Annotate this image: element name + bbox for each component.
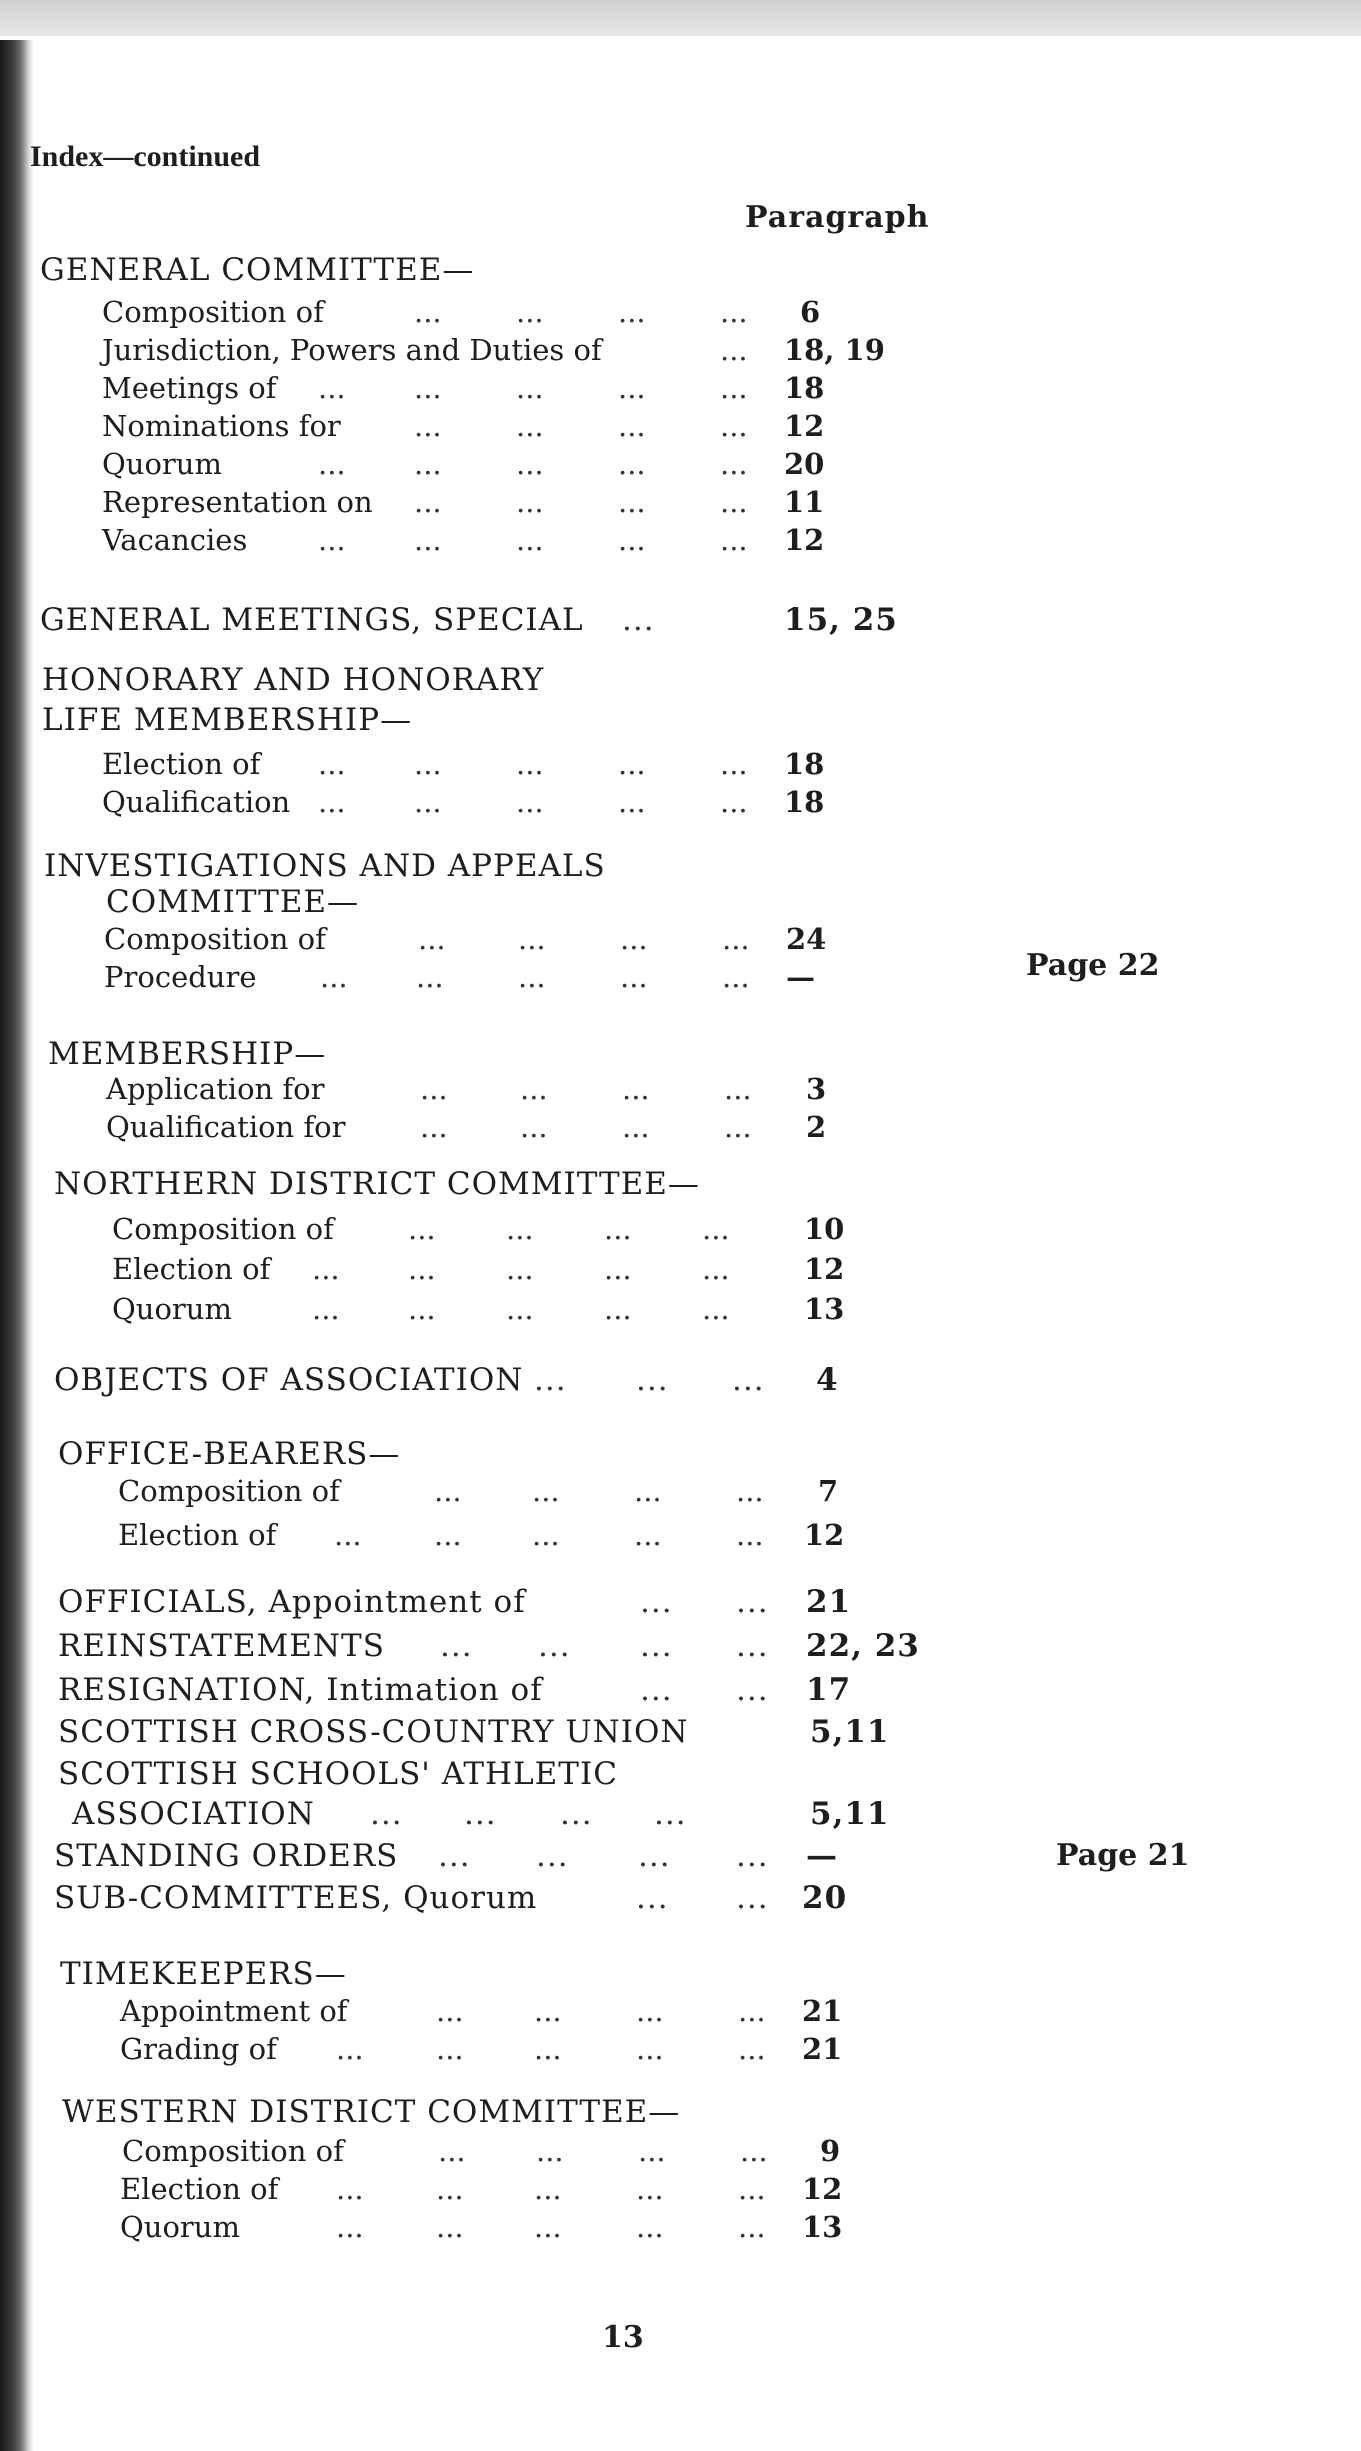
entry-label: Appointment of: [120, 1994, 348, 2028]
index-entry: [112, 1292, 872, 1330]
leader-dots: ...: [414, 485, 442, 519]
leader-dots: ...: [622, 1072, 650, 1106]
leader-dots: ...: [318, 523, 346, 557]
entry-label: Election of: [118, 1518, 277, 1552]
entry-label: Qualification for: [106, 1110, 346, 1144]
leader-dots: ...: [414, 523, 442, 557]
entry-label: SCOTTISH CROSS-COUNTRY UNION: [58, 1714, 689, 1750]
index-entry: [122, 2134, 882, 2172]
entry-label: Grading of: [120, 2032, 277, 2066]
leader-dots: ...: [434, 1518, 462, 1552]
paragraph-number: —: [806, 1838, 838, 1874]
leader-dots: ...: [336, 2210, 364, 2244]
entry-label: Election of: [112, 1252, 271, 1286]
paragraph-number: 20: [784, 447, 825, 481]
page-reference-note: Page 21: [1056, 1838, 1190, 1873]
paragraph-number: 11: [784, 485, 825, 519]
paragraph-number: 24: [786, 922, 827, 956]
index-entry: [112, 1212, 872, 1250]
leader-dots: ...: [520, 1110, 548, 1144]
leader-dots: ...: [720, 747, 748, 781]
entry-label: Qualification: [102, 785, 291, 819]
leader-dots: ...: [640, 1584, 673, 1620]
leader-dots: ...: [516, 747, 544, 781]
index-entry-heading: [54, 1362, 894, 1402]
leader-dots: ...: [516, 785, 544, 819]
leader-dots: ...: [620, 922, 648, 956]
leader-dots: ...: [318, 785, 346, 819]
index-entry-heading: [54, 1880, 894, 1920]
leader-dots: ...: [536, 1838, 569, 1874]
paragraph-number: 12: [804, 1518, 845, 1552]
leader-dots: ...: [516, 295, 544, 329]
leader-dots: ...: [534, 2172, 562, 2206]
leader-dots: ...: [464, 1796, 497, 1832]
leader-dots: ...: [724, 1072, 752, 1106]
leader-dots: ...: [618, 409, 646, 443]
leader-dots: ...: [736, 1474, 764, 1508]
entry-label: Composition of: [112, 1212, 334, 1246]
paragraph-number: 18: [784, 785, 825, 819]
paragraph-number: 18: [784, 747, 825, 781]
paragraph-number: 6: [800, 295, 821, 329]
entry-label: Election of: [102, 747, 261, 781]
index-entry: [102, 785, 862, 823]
entry-label: Composition of: [118, 1474, 340, 1508]
paragraph-number: 21: [806, 1584, 852, 1620]
index-entry-heading: [72, 1796, 912, 1836]
index-entry: [106, 1110, 866, 1148]
paragraph-number: 12: [804, 1252, 845, 1286]
leader-dots: ...: [534, 1994, 562, 2028]
index-entry-heading: [58, 1672, 898, 1712]
leader-dots: ...: [722, 960, 750, 994]
page-reference-note: Page 22: [1026, 948, 1160, 983]
paragraph-number: 3: [806, 1072, 827, 1106]
entry-label: GENERAL MEETINGS, SPECIAL: [40, 602, 584, 638]
leader-dots: ...: [414, 409, 442, 443]
leader-dots: ...: [518, 960, 546, 994]
leader-dots: ...: [436, 2172, 464, 2206]
section-heading: TIMEKEEPERS—: [60, 1956, 347, 1992]
leader-dots: ...: [720, 333, 748, 367]
leader-dots: ...: [636, 1362, 669, 1398]
leader-dots: ...: [618, 447, 646, 481]
index-entry: [102, 447, 862, 485]
entry-label: Meetings of: [102, 371, 277, 405]
leader-dots: ...: [532, 1518, 560, 1552]
entry-label: Quorum: [112, 1292, 232, 1326]
entry-label: Composition of: [104, 922, 326, 956]
paragraph-number: 9: [820, 2134, 841, 2168]
index-entry: [102, 747, 862, 785]
entry-label: Election of: [120, 2172, 279, 2206]
leader-dots: ...: [654, 1796, 687, 1832]
leader-dots: ...: [732, 1362, 765, 1398]
leader-dots: ...: [414, 785, 442, 819]
leader-dots: ...: [720, 409, 748, 443]
leader-dots: ...: [516, 523, 544, 557]
index-entry: [118, 1474, 878, 1512]
leader-dots: ...: [408, 1252, 436, 1286]
leader-dots: ...: [516, 485, 544, 519]
leader-dots: ...: [370, 1796, 403, 1832]
paragraph-number: 5,11: [810, 1796, 890, 1832]
paragraph-number: 2: [806, 1110, 827, 1144]
section-heading: INVESTIGATIONS AND APPEALS: [44, 848, 606, 884]
paragraph-number: 17: [806, 1672, 852, 1708]
leader-dots: ...: [636, 1994, 664, 2028]
section-heading: OFFICE-BEARERS—: [58, 1436, 401, 1472]
index-entry: [120, 2032, 880, 2070]
entry-label: SUB-COMMITTEES, Quorum: [54, 1880, 538, 1916]
leader-dots: ...: [318, 447, 346, 481]
leader-dots: ...: [702, 1292, 730, 1326]
index-entry-heading: [58, 1714, 898, 1754]
leader-dots: ...: [736, 1584, 769, 1620]
leader-dots: ...: [336, 2032, 364, 2066]
index-entry: [102, 333, 885, 371]
paragraph-number: 21: [802, 1994, 843, 2028]
leader-dots: ...: [720, 485, 748, 519]
index-entry: [102, 409, 862, 447]
leader-dots: ...: [604, 1212, 632, 1246]
leader-dots: ...: [440, 1628, 473, 1664]
index-entry: [102, 371, 862, 409]
entry-label: Composition of: [102, 295, 324, 329]
paragraph-column-heading: Paragraph: [745, 200, 930, 235]
leader-dots: ...: [438, 2134, 466, 2168]
entry-label: Quorum: [120, 2210, 240, 2244]
entry-label: Composition of: [122, 2134, 344, 2168]
leader-dots: ...: [738, 2172, 766, 2206]
entry-label: Quorum: [102, 447, 222, 481]
leader-dots: ...: [436, 2032, 464, 2066]
leader-dots: ...: [336, 2172, 364, 2206]
leader-dots: ...: [740, 2134, 768, 2168]
paragraph-number: 5,11: [810, 1714, 890, 1750]
leader-dots: ...: [534, 2032, 562, 2066]
leader-dots: ...: [414, 447, 442, 481]
index-entry: [104, 960, 864, 998]
entry-label: OFFICIALS, Appointment of: [58, 1584, 526, 1620]
leader-dots: ...: [636, 2172, 664, 2206]
leader-dots: ...: [736, 1628, 769, 1664]
index-entry: [118, 1518, 878, 1556]
leader-dots: ...: [702, 1252, 730, 1286]
paragraph-number: 7: [818, 1474, 839, 1508]
leader-dots: ...: [622, 602, 655, 638]
leader-dots: ...: [408, 1212, 436, 1246]
leader-dots: ...: [618, 295, 646, 329]
index-entry-heading: [40, 602, 898, 642]
index-entry-heading: [58, 1584, 898, 1624]
leader-dots: ...: [420, 1110, 448, 1144]
paragraph-number: 13: [804, 1292, 845, 1326]
paragraph-number: 4: [816, 1362, 839, 1398]
leader-dots: ...: [724, 1110, 752, 1144]
leader-dots: ...: [438, 1838, 471, 1874]
leader-dots: ...: [538, 1628, 571, 1664]
leader-dots: ...: [604, 1292, 632, 1326]
leader-dots: ...: [418, 922, 446, 956]
leader-dots: ...: [738, 2032, 766, 2066]
leader-dots: ...: [516, 447, 544, 481]
index-entry: [120, 2210, 880, 2248]
leader-dots: ...: [536, 2134, 564, 2168]
index-entry: [120, 1994, 880, 2032]
leader-dots: ...: [318, 371, 346, 405]
leader-dots: ...: [634, 1518, 662, 1552]
index-entry: [102, 485, 862, 523]
leader-dots: ...: [416, 960, 444, 994]
entry-label: Application for: [106, 1072, 325, 1106]
index-entry: [102, 295, 862, 333]
paragraph-number: 15, 25: [784, 602, 898, 638]
leader-dots: ...: [516, 371, 544, 405]
leader-dots: ...: [534, 1362, 567, 1398]
leader-dots: ...: [408, 1292, 436, 1326]
paragraph-number: 22, 23: [806, 1628, 920, 1664]
leader-dots: ...: [532, 1474, 560, 1508]
leader-dots: ...: [702, 1212, 730, 1246]
entry-label: ASSOCIATION: [72, 1796, 315, 1832]
leader-dots: ...: [738, 2210, 766, 2244]
index-entry-heading: [58, 1628, 920, 1668]
leader-dots: ...: [506, 1252, 534, 1286]
leader-dots: ...: [618, 371, 646, 405]
leader-dots: ...: [436, 1994, 464, 2028]
leader-dots: ...: [560, 1796, 593, 1832]
section-heading: MEMBERSHIP—: [48, 1036, 327, 1072]
leader-dots: ...: [722, 922, 750, 956]
leader-dots: ...: [434, 1474, 462, 1508]
paragraph-number: 10: [804, 1212, 845, 1246]
paragraph-number: 12: [784, 523, 825, 557]
leader-dots: ...: [720, 295, 748, 329]
leader-dots: ...: [636, 1880, 669, 1916]
leader-dots: ...: [518, 922, 546, 956]
entry-label: STANDING ORDERS: [54, 1838, 399, 1874]
section-heading: GENERAL COMMITTEE—: [40, 252, 475, 288]
leader-dots: ...: [640, 1672, 673, 1708]
entry-label: Procedure: [104, 960, 257, 994]
scan-top-edge: [0, 0, 1361, 36]
paragraph-number: 12: [784, 409, 825, 443]
index-entry: [104, 922, 864, 960]
paragraph-number: 12: [802, 2172, 843, 2206]
paragraph-number: —: [786, 960, 815, 994]
leader-dots: ...: [638, 2134, 666, 2168]
leader-dots: ...: [506, 1212, 534, 1246]
index-entry: [120, 2172, 880, 2210]
leader-dots: ...: [604, 1252, 632, 1286]
leader-dots: ...: [736, 1880, 769, 1916]
page-header: Index—continued: [30, 140, 261, 173]
leader-dots: ...: [318, 747, 346, 781]
leader-dots: ...: [334, 1518, 362, 1552]
entry-label: RESIGNATION, Intimation of: [58, 1672, 543, 1708]
leader-dots: ...: [414, 747, 442, 781]
section-heading: HONORARY AND HONORARY: [42, 662, 545, 698]
section-heading: WESTERN DISTRICT COMMITTEE—: [62, 2094, 681, 2130]
leader-dots: ...: [720, 785, 748, 819]
entry-label: REINSTATEMENTS: [58, 1628, 385, 1664]
leader-dots: ...: [320, 960, 348, 994]
leader-dots: ...: [618, 747, 646, 781]
index-entry: [102, 523, 862, 561]
paragraph-number: 20: [802, 1880, 848, 1916]
section-heading: SCOTTISH SCHOOLS' ATHLETIC: [58, 1756, 618, 1792]
leader-dots: ...: [736, 1838, 769, 1874]
book-spine-shadow: [0, 40, 34, 2451]
entry-label: Jurisdiction, Powers and Duties of: [102, 333, 602, 367]
index-entry: [112, 1252, 872, 1290]
leader-dots: ...: [414, 295, 442, 329]
leader-dots: ...: [420, 1072, 448, 1106]
leader-dots: ...: [720, 447, 748, 481]
leader-dots: ...: [720, 523, 748, 557]
entry-label: Representation on: [102, 485, 373, 519]
entry-label: Vacancies: [102, 523, 248, 557]
leader-dots: ...: [620, 960, 648, 994]
leader-dots: ...: [636, 2210, 664, 2244]
entry-label: OBJECTS OF ASSOCIATION: [54, 1362, 524, 1398]
page-number: 13: [602, 2320, 644, 2355]
paragraph-number: 21: [802, 2032, 843, 2066]
leader-dots: ...: [520, 1072, 548, 1106]
leader-dots: ...: [618, 785, 646, 819]
leader-dots: ...: [738, 1994, 766, 2028]
paragraph-number: 13: [802, 2210, 843, 2244]
leader-dots: ...: [736, 1518, 764, 1552]
paragraph-number: 18: [784, 371, 825, 405]
leader-dots: ...: [506, 1292, 534, 1326]
leader-dots: ...: [634, 1474, 662, 1508]
leader-dots: ...: [436, 2210, 464, 2244]
entry-label: Nominations for: [102, 409, 341, 443]
leader-dots: ...: [618, 523, 646, 557]
leader-dots: ...: [636, 2032, 664, 2066]
leader-dots: ...: [312, 1252, 340, 1286]
section-heading: NORTHERN DISTRICT COMMITTEE—: [54, 1166, 700, 1202]
leader-dots: ...: [312, 1292, 340, 1326]
leader-dots: ...: [622, 1110, 650, 1144]
section-heading: COMMITTEE—: [106, 884, 360, 920]
leader-dots: ...: [736, 1672, 769, 1708]
paragraph-number: 18, 19: [784, 333, 885, 367]
leader-dots: ...: [414, 371, 442, 405]
leader-dots: ...: [516, 409, 544, 443]
leader-dots: ...: [720, 371, 748, 405]
index-entry: [106, 1072, 866, 1110]
leader-dots: ...: [534, 2210, 562, 2244]
leader-dots: ...: [618, 485, 646, 519]
leader-dots: ...: [640, 1628, 673, 1664]
leader-dots: ...: [638, 1838, 671, 1874]
section-heading: LIFE MEMBERSHIP—: [42, 702, 413, 738]
index-entry-heading: [54, 1838, 894, 1878]
